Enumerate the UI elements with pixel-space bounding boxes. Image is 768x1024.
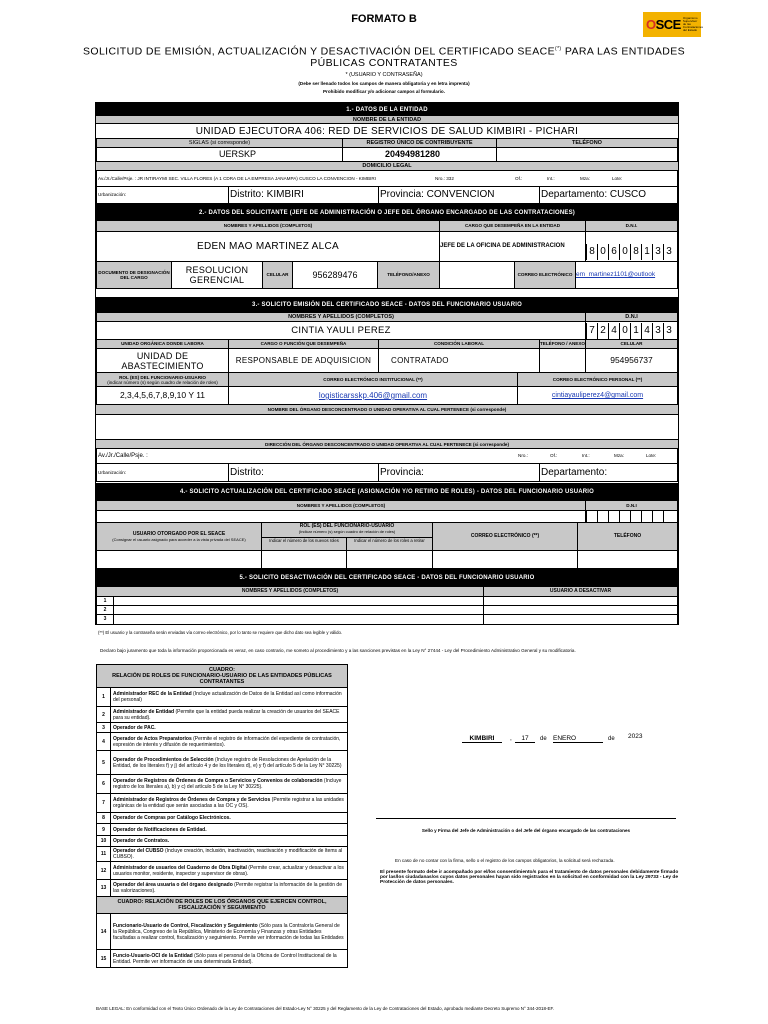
nota-usuario: (**) El usuario y la contraseña serán enviadas vía correo electrónico, por lo tanto se requiere que dicho dato sea legible y válido. (98, 630, 343, 635)
designacion-label: DOCUMENTO DE DESIGNACIÓN DEL CARGO (97, 262, 172, 288)
role-number: 4 (97, 733, 111, 751)
role-row (97, 824, 348, 836)
role-row (97, 914, 348, 950)
roles-table-header-2: CUADRO: RELACIÓN DE ROLES DE LOS ÓRGANOS QUE EJERCEN CONTROL, FISCALIZACIÓN Y SEGUIMIENTO (97, 897, 348, 914)
funcionario-dni-label: D.N.I (625, 314, 638, 320)
actualizacion-name-label: NOMBRES Y APELLIDOS (COMPLETOS) (97, 501, 586, 510)
role-number: 12 (97, 862, 111, 880)
retirar-roles-label: Indicar el número de los roles a retirar (354, 538, 425, 543)
role-number: 1 (97, 688, 111, 707)
address-lote[interactable]: Lote: (612, 176, 623, 181)
role-row (97, 813, 348, 824)
actualizacion-tel-field[interactable] (578, 551, 677, 568)
anio-field[interactable]: 2023 (628, 733, 643, 740)
departamento-field[interactable]: Departamento: CUSCO (541, 189, 647, 200)
solicitante-dni-field[interactable]: 8 0 6 0 8 1 3 3 (586, 232, 677, 261)
organo-of[interactable]: Of.: (550, 453, 558, 458)
siglas-field[interactable]: UERSKP (97, 148, 343, 161)
desactivacion-row-number: 2 (97, 606, 114, 614)
role-row (97, 751, 348, 775)
funcionario-dni-field[interactable]: 7 2 4 0 1 4 3 3 (586, 322, 677, 339)
note-prohibido: Prohibido modificar y/o adicionar campos al formulario. (322, 89, 445, 94)
section-2-header: 2.- DATOS DEL SOLICITANTE (JEFE DE ADMINISTRACIÓN O JEFE DEL ÓRGANO ENCARGADO DE LAS CONTRATACIONES) (96, 204, 678, 221)
desactivacion-usuario-label: USUARIO A DESACTIVAR (549, 588, 612, 594)
actualizacion-roles-label: ROL (ES) DEL FUNCIONARIO-USUARIO (Indicar número (s) según cuadro de relación de roles) Indicar el número de los nuevos roles Indicar el número de los roles a retirar (262, 523, 433, 550)
correo-inst-field[interactable]: logisticarsskp.406@gmail.com (229, 387, 518, 404)
desactivacion-usuario-field[interactable] (484, 606, 677, 614)
address-of[interactable]: Of.: (515, 176, 523, 181)
solicitante-name-label: NOMBRES Y APELLIDOS (COMPLETOS) (97, 221, 440, 231)
role-description: Operador de Compras por Catálogo Electrónicos. (111, 813, 348, 824)
funcionario-name-field[interactable]: CINTIA YAULI PEREZ (97, 322, 586, 339)
role-row (97, 847, 348, 862)
organo-int[interactable]: Int.: (582, 453, 590, 458)
signature-line (376, 818, 676, 819)
organo-label: NOMBRE DEL ÓRGANO DESCONCENTRADO O UNIDAD OPERATIVA AL CUAL PERTENECE (si corresponde) (96, 405, 678, 415)
date-de-2: de (608, 736, 615, 742)
role-description: Administrador de Entidad (Permite que la entidad pueda realizar la creación de usuarios del SEACE para su entidad). (111, 707, 348, 723)
entity-name-field[interactable]: UNIDAD EJECUTORA 406: RED DE SERVICIOS DE SALUD KIMBIRI - PICHARI (96, 124, 678, 139)
celular-field-2[interactable]: 954956737 (610, 355, 653, 365)
osce-logo (643, 12, 704, 37)
organo-urbanizacion-field[interactable]: Urbanización: (97, 464, 229, 481)
role-description: Operador de Actos Preparatorios (Permite el registro de información del expediente de contratación, expresión de interés y difusión de requerimientos). (111, 733, 348, 751)
aviso-datos-personales: El presente formato debe ir acompañado por el/los consentimiento/s para el tratamiento de datos personales debidamente firmado por las/los ciudadanas/os cuyos datos personales hayan sido registrados en la solicitud en conformidad con la Ley 29733 - Ley de Protección de datos personales. (380, 870, 679, 885)
role-number: 3 (97, 723, 111, 733)
role-description: Operador de Notificaciones de Entidad. (111, 824, 348, 836)
role-description: Administrador de Registros de Órdenes de Compra y de Servicios (Permite registrar a las unidades orgánicas de la entidad que serán asociadas a las OC y OS). (111, 794, 348, 813)
usuario-seace-label: USUARIO OTORGADO POR EL SEACE (Consignar el usuario asignado para acceder a la vista privada del SEACE) (97, 523, 262, 550)
role-description: Operador de Contratos. (111, 836, 348, 847)
condicion-label: CONDICIÓN LABORAL (379, 340, 540, 348)
solicitante-dni-label: D.N.I. (625, 223, 638, 228)
role-number: 14 (97, 914, 111, 950)
date-de-1: de (540, 736, 547, 742)
provincia-field[interactable]: Provincia: CONVENCION (379, 187, 540, 203)
mes-field[interactable]: ENERO (553, 735, 603, 743)
actualizacion-tel-label: TELÉFONO (613, 533, 642, 539)
role-number: 5 (97, 751, 111, 775)
role-number: 8 (97, 813, 111, 824)
desactivacion-usuario-field[interactable] (484, 615, 677, 624)
role-number: 13 (97, 880, 111, 897)
role-row (97, 880, 348, 897)
role-row (97, 862, 348, 880)
note-usuario: * (USUARIO Y CONTRASEÑA) (345, 72, 423, 78)
role-row (97, 723, 348, 733)
organo-distrito-field[interactable]: Distrito: (229, 464, 379, 481)
cargo-funcion-label: CARGO O FUNCIÓN QUE DESEMPEÑA (229, 340, 379, 348)
solicitante-cargo-label: CARGO QUE DESEMPEÑA EN LA ENTIDAD (440, 221, 586, 231)
role-number: 15 (97, 950, 111, 968)
solicitante-name-field[interactable]: EDEN MAO MARTINEZ ALCA (97, 232, 440, 261)
desactivacion-row-number: 1 (97, 597, 114, 605)
role-description: Funcio-Usuario-OCI de la Entidad (Sólo para el personal de la Oficina de Control Institucional de la Entidad. Permite ver información de una determinada Entidad). (111, 950, 348, 968)
retirar-roles-field[interactable] (347, 551, 433, 568)
role-row (97, 836, 348, 847)
condicion-field[interactable]: CONTRATADO (379, 349, 540, 372)
roles-table (96, 664, 348, 968)
nuevos-roles-field[interactable] (262, 551, 347, 568)
designacion-field[interactable]: RESOLUCION GERENCIAL (172, 262, 263, 288)
role-number: 11 (97, 847, 111, 862)
cargo-funcion-field[interactable]: RESPONSABLE DE ADQUISICION (229, 349, 379, 372)
note-obligatorio: (Debe ser llenado todos los campos de manera obligatoria y en letra imprenta) (298, 81, 470, 86)
desactivacion-row-number: 3 (97, 615, 114, 624)
organo-field[interactable] (96, 415, 678, 440)
correo-pers-label: CORREO ELECTRÓNICO PERSONAL (**) (552, 377, 643, 382)
aviso-rechazo: En caso de no contar con la firma, sello o el registro de los campos obligatorios, la solicitud será rechazada. (395, 858, 615, 863)
actualizacion-correo-field[interactable] (433, 551, 578, 568)
organo-provincia-field[interactable]: Provincia: (379, 464, 540, 481)
correo-inst-label: CORREO ELECTRÓNICO INSTITUCIONAL (**) (229, 373, 518, 386)
celular-field[interactable]: 956289476 (293, 262, 378, 288)
dia-field[interactable]: 17 (515, 735, 535, 743)
address-mza[interactable]: Mza: (580, 176, 590, 181)
organo-lote[interactable]: Lote: (646, 453, 657, 458)
role-row (97, 775, 348, 794)
address-field[interactable]: Av./Jr./Calle/Psje. : JR INTIRAYMI SEC. VILLA FLORES (A 1 CDRA DE LA EMPRESA JANAMPA) CUSCO LA CONVENCION - KIMBIRI (98, 176, 376, 181)
dir-organo-label: DIRECCIÓN DEL ÓRGANO DESCONCENTRADO O UNIDAD OPERATIVA AL CUAL PERTENECE (si corresponde) (96, 440, 678, 449)
desactivacion-name-field[interactable] (114, 606, 484, 614)
lugar-field[interactable]: KIMBIRI (462, 735, 502, 743)
address-nro[interactable]: Nro.: 332 (435, 176, 454, 181)
entity-name-label: NOMBRE DE LA ENTIDAD (96, 116, 678, 124)
roles-table-header: CUADRO: RELACIÓN DE ROLES DE FUNCIONARIO-USUARIO DE LAS ENTIDADES PÚBLICAS CONTRATANTES (97, 665, 348, 688)
section-3-header: 3.- SOLICITO EMISIÓN DEL CERTIFICADO SEACE - DATOS DEL FUNCIONARIO USUARIO (96, 297, 678, 313)
role-description: Operador del área usuaria o del órgano designado (Permite registrar la información de la gestión de las valorizaciones). (111, 880, 348, 897)
role-number: 9 (97, 824, 111, 836)
celular-label-2: CELULAR (620, 341, 643, 346)
role-row (97, 950, 348, 968)
siglas-label: SIGLAS (si corresponde) (97, 139, 343, 147)
role-row (97, 707, 348, 723)
unidad-field[interactable]: UNIDAD DE ABASTECIMIENTO (97, 349, 229, 372)
domicilio-label: DOMICILIO LEGAL (96, 162, 678, 171)
organo-departamento-field[interactable]: Departamento: (541, 467, 608, 478)
form-heading: SOLICITUD DE EMISIÓN, ACTUALIZACIÓN Y DESACTIVACIÓN DEL CERTIFICADO SEACE(*) PARA LAS ENTIDADES PÚBLICAS CONTRATANTES (82, 45, 686, 69)
role-description: Operador de Registros de Órdenes de Compra o Servicios y Convenios de colaboración (Incluye registro de los literales a), b) y c) del artículo 5 de la Ley N° 30225). (111, 775, 348, 794)
format-title: FORMATO B (351, 13, 417, 25)
entity-phone-field[interactable] (497, 148, 677, 161)
desactivacion-name-label: NOMBRES Y APELLIDOS (COMPLETOS) (97, 587, 484, 596)
declaracion-jurada: Declaro bajo juramento que toda la información proporcionada es veraz, en caso contrario, me someto al procedimiento y a las sanciones previstas en la Ley N° 27444 - Ley del Procedimiento Administrativo General y su modificatoria. (100, 648, 576, 653)
organo-mza[interactable]: Mza: (614, 453, 624, 458)
role-description: Operador de Procedimientos de Selección (Incluye registro de Resoluciones de Apelación de la Entidad, de los literales f) y j) del artículo 4 y de los literales d), e) y f) del artículo 5 de la Ley N° 30225) (111, 751, 348, 775)
actualizacion-dni-field[interactable] (586, 511, 677, 522)
date-comma: , (510, 735, 512, 742)
role-number: 2 (97, 707, 111, 723)
usuario-seace-field[interactable] (97, 551, 262, 568)
telefono-anexo-label-2: TELÉFONO / ANEXO (540, 341, 586, 346)
role-row (97, 794, 348, 813)
correo-label: CORREO ELECTRÓNICO (515, 262, 576, 288)
base-legal: BASE LEGAL: En conformidad con el Texto Único Ordenado de la Ley de Contrataciones del Estado-Ley N° 30225 y del Reglamento de la Ley de Contrataciones del Estado, aprobado mediante Decreto Supremo N° 344-2018-EF. (96, 1006, 555, 1011)
osce-logo-subtitle: Organismo Supervisor de las Contrataciones del Estado (682, 16, 704, 32)
section-1-header: 1.- DATOS DE LA ENTIDAD (96, 103, 678, 116)
desactivacion-name-field[interactable] (114, 615, 484, 624)
osce-logo-mark: OSCE (646, 17, 681, 32)
urbanizacion-field[interactable]: Urbanización: (97, 187, 229, 203)
actualizacion-correo-label: CORREO ELECTRÓNICO (**) (433, 523, 578, 550)
roles-label: ROL (ES) DEL FUNCIONARIO-USUARIO (indicar número (s) según cuadro de relación de roles) (97, 373, 229, 386)
role-number: 7 (97, 794, 111, 813)
role-row (97, 733, 348, 751)
address-int[interactable]: Int.: (547, 176, 555, 181)
organo-address-field[interactable]: Av./Jr./Calle/Psje. : (98, 453, 148, 459)
ruc-label: REGISTRO ÚNICO DE CONTRIBUYENTE (343, 139, 497, 147)
role-description: Operador de PAC. (111, 723, 348, 733)
role-description: Funcionario-Usuario de Control, Fiscalización y Seguimiento (Sólo para la Contraloría General de la República, Congreso de la República, Ministerio de Economía y Finanzas y otras Entidades facultadas a realizar control, fiscalización y seguimiento. Permite ver información de todas las Entidades (111, 914, 348, 950)
roles-field[interactable]: 2,3,4,5,6,7,8,9,10 Y 11 (97, 387, 229, 404)
role-number: 6 (97, 775, 111, 794)
unidad-label: UNIDAD ORGÁNICA DONDE LABORA (97, 340, 229, 348)
nuevos-roles-label: Indicar el número de los nuevos roles (262, 538, 347, 550)
role-row (97, 688, 348, 707)
funcionario-name-label: NOMBRES Y APELLIDOS (COMPLETOS) (97, 313, 586, 321)
actualizacion-name-field[interactable] (97, 511, 586, 522)
telefono-anexo-field[interactable] (440, 262, 515, 288)
telefono-anexo-field-2[interactable] (540, 349, 586, 372)
celular-label: CELULAR (263, 262, 293, 288)
actualizacion-dni-label: D.N.I (626, 503, 637, 508)
organo-nro[interactable]: Nro.: (518, 453, 528, 458)
correo-field[interactable]: em_martinez1101@outlook (576, 271, 656, 278)
entity-phone-label: TELÉFONO (572, 140, 602, 146)
solicitante-cargo-field[interactable]: JEFE DE LA OFICINA DE ADMINISTRACION (440, 232, 586, 261)
correo-pers-field[interactable]: cintiayauliperez4@gmail.com (551, 392, 644, 399)
section-4-header: 4.- SOLICITO ACTUALIZACIÓN DEL CERTIFICADO SEACE (ASIGNACIÓN Y/O RETIRO DE ROLES) - DATOS DEL FUNCIONARIO USUARIO (96, 483, 678, 501)
desactivacion-name-field[interactable] (114, 597, 484, 605)
role-description: Administrador REC de la Entidad (Incluye actualización de Datos de la Entidad así como información del personal) (111, 688, 348, 707)
distrito-field[interactable]: Distrito: KIMBIRI (229, 187, 379, 203)
telefono-anexo-label: TELÉFONO/ANEXO (378, 262, 440, 288)
desactivacion-usuario-field[interactable] (484, 597, 677, 605)
ruc-field[interactable]: 20494981280 (343, 148, 497, 161)
role-description: Administrador de usuarios del Cuaderno de Obra Digital (Permite crear, actualizar y desactivar a los usuarios monitor, residente, inspector y supervisor de obras). (111, 862, 348, 880)
section-5-header: 5.- SOLICITO DESACTIVACIÓN DEL CERTIFICADO SEACE - DATOS DEL FUNCIONARIO USUARIO (96, 569, 678, 587)
role-description: Operador del CUBSO (Incluye creación, inclusión, inactivación, reactivación y modificación de ítems al CUBSO). (111, 847, 348, 862)
signature-label: Sello y Firma del Jefe de Administración o del Jefe del órgano encargado de las contrataciones (421, 828, 631, 833)
role-number: 10 (97, 836, 111, 847)
